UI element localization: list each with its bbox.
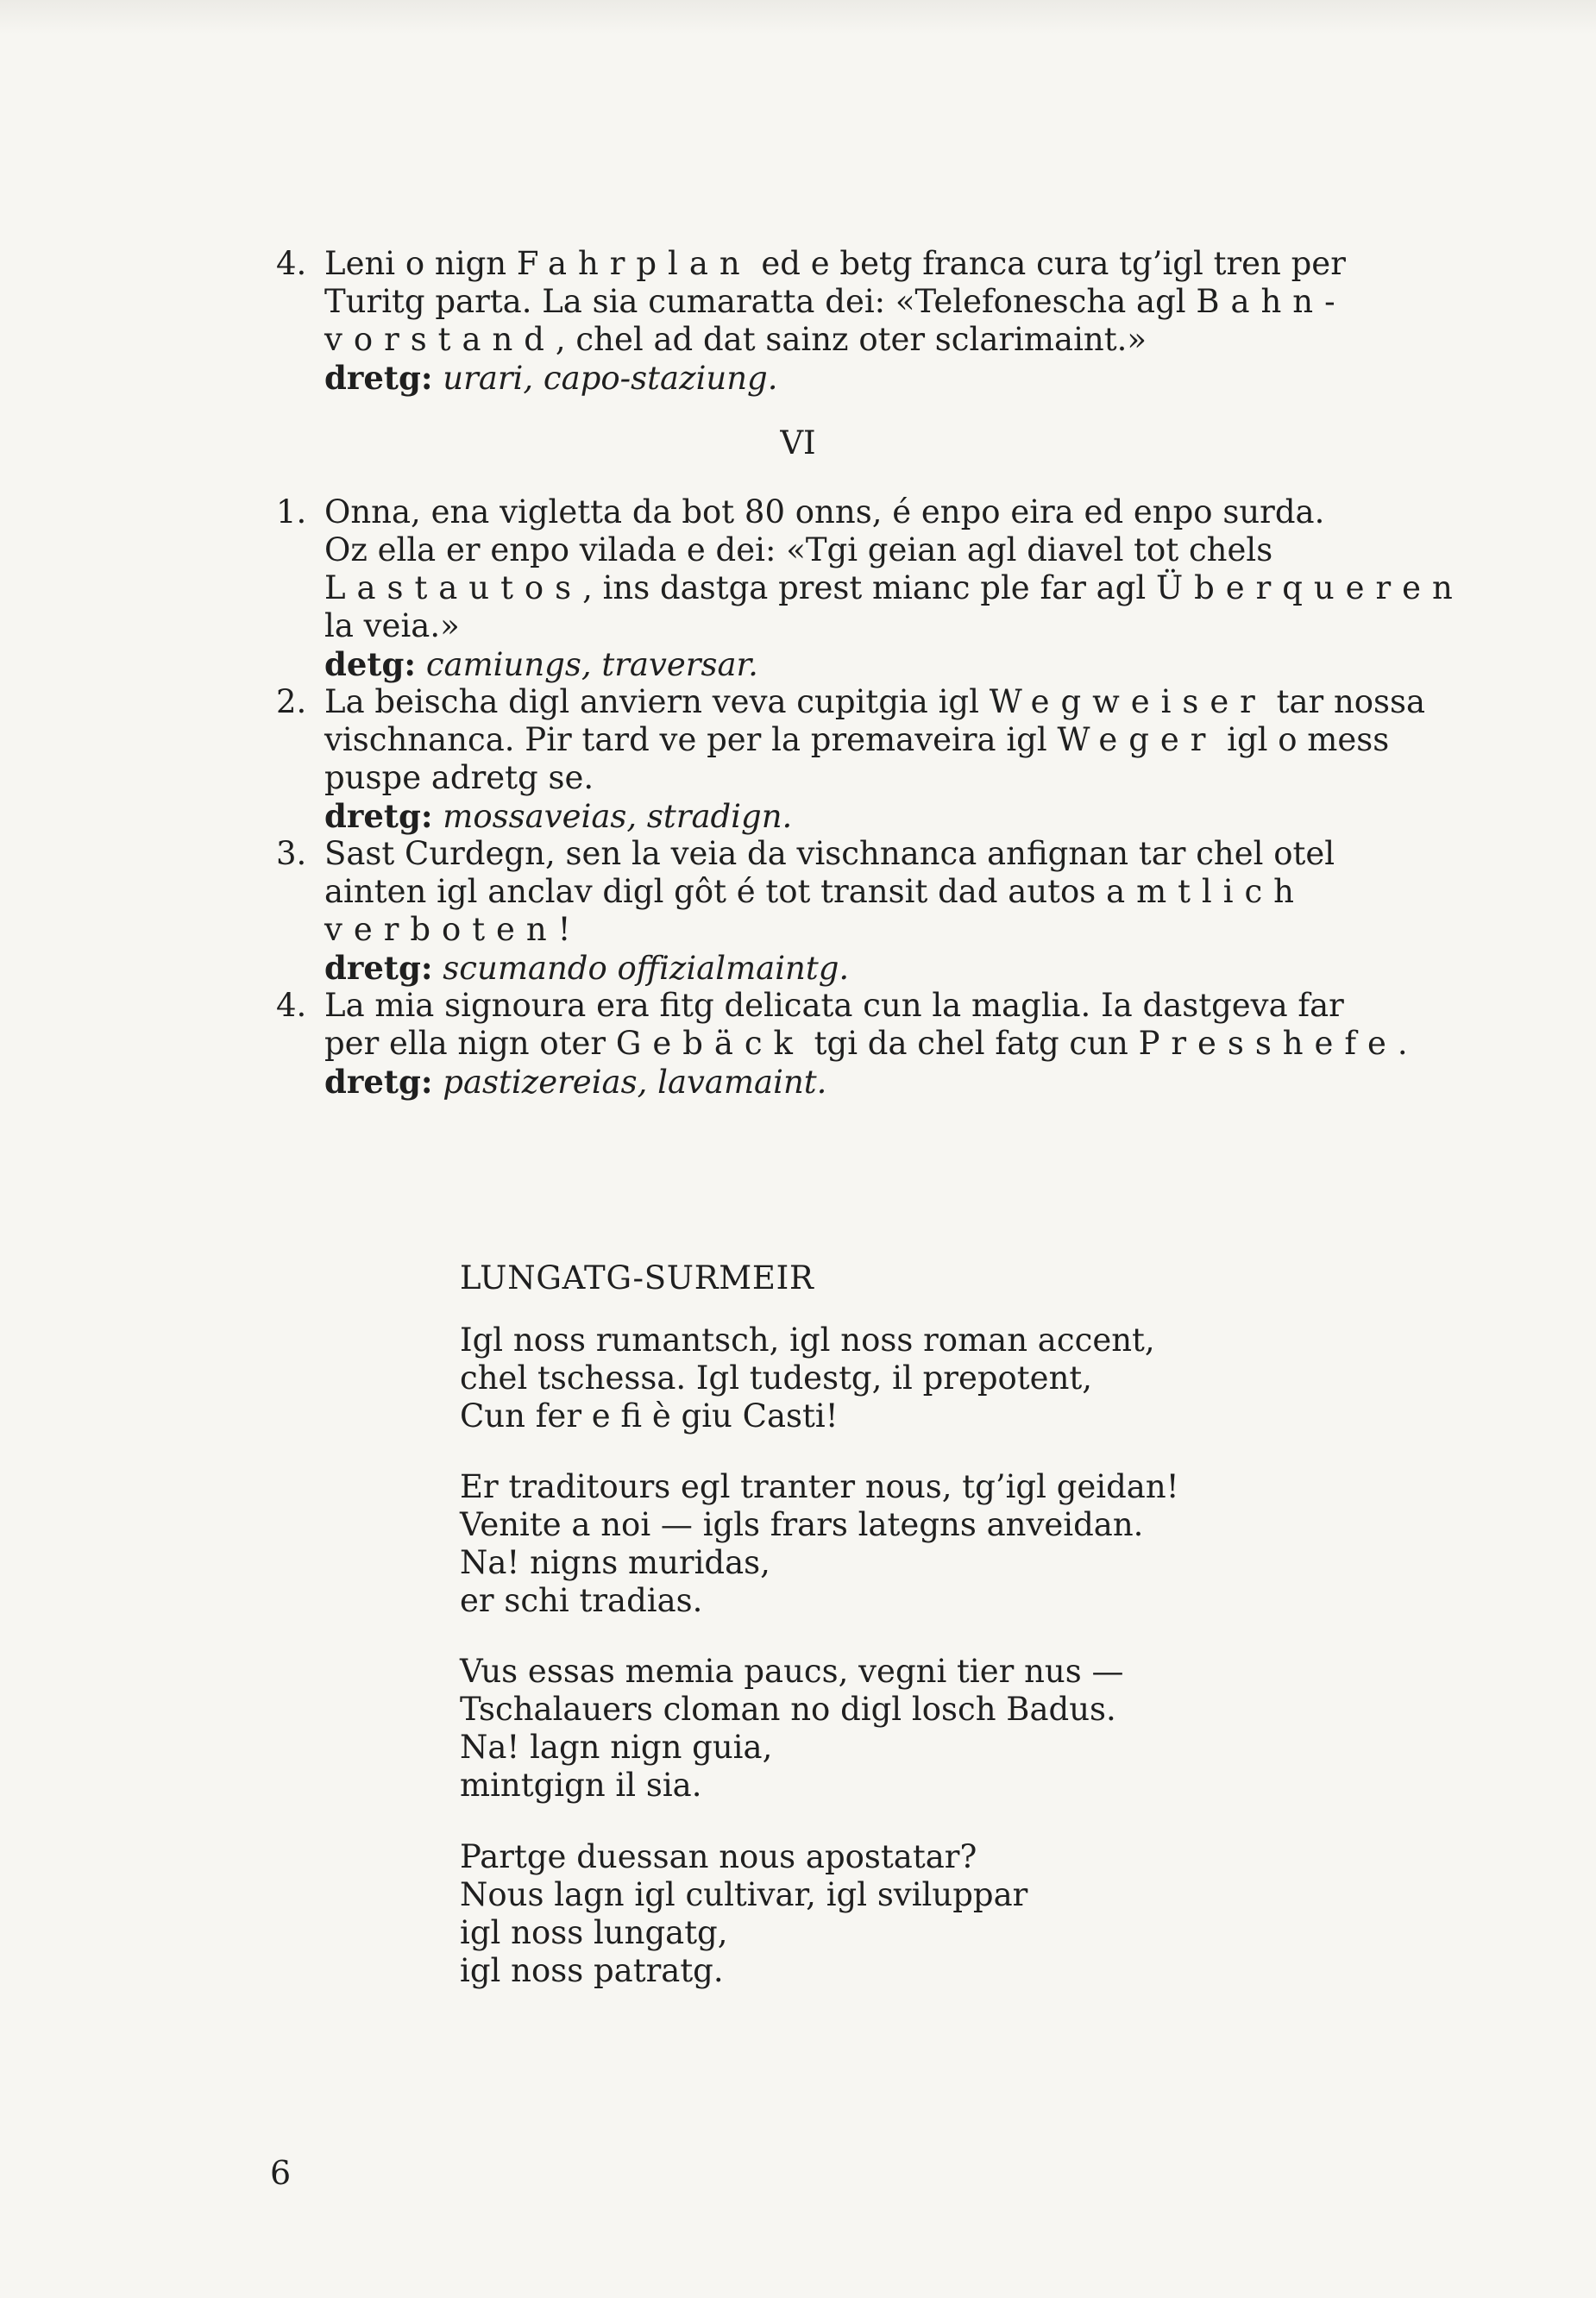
text: tar nossa [1266, 683, 1426, 720]
poem-line: Cun fer e fi è giu Casti! [460, 1397, 839, 1435]
german-word: Lastautos [324, 569, 583, 606]
answer-text: camiungs, traversar. [425, 646, 758, 683]
text: Oz ella er enpo vilada e dei: «Tgi geian agl diavel tot chels [324, 531, 1273, 568]
answer-label: dretg: [324, 359, 433, 397]
item-number: 4. [276, 245, 307, 282]
text: vischnanca. Pir tard ve per la premaveira igl [324, 721, 1058, 758]
poem-line: Vus essas memia paucs, vegni tier nus — [460, 1653, 1124, 1690]
text: ainten igl anclav digl gôt é tot transit dad autos [324, 873, 1107, 910]
answer-text: urari, capo-staziung. [443, 360, 778, 397]
answer-label: dretg: [324, 797, 433, 835]
text: igl o mess [1216, 721, 1390, 758]
german-word: amtlich [1106, 873, 1305, 910]
poem-line: Venite a noi — igls frars lategns anveidan. [460, 1506, 1144, 1543]
item-number: 2. [276, 683, 307, 720]
poem-line: Nous lagn igl cultivar, igl sviluppar [460, 1876, 1028, 1913]
answer-label: detg: [324, 645, 417, 683]
german-word: Presshefe [1138, 1025, 1398, 1062]
text: , chel ad dat sainz oter sclarimaint.» [555, 321, 1147, 358]
item-number: 1. [276, 493, 307, 531]
text: Leni o nign [324, 245, 517, 282]
poem-line: Na! lagn nign guia, [460, 1729, 773, 1766]
poem-line: Na! nigns muridas, [460, 1544, 770, 1581]
poem-line: mintgign il sia. [460, 1767, 702, 1804]
text: per ella nign oter [324, 1025, 616, 1062]
item-number: 4. [276, 987, 307, 1024]
poem-stanza [460, 1838, 1027, 1990]
text: La mia signoura era fitg delicata cun la maglia. Ia dastgeva far [324, 987, 1344, 1024]
poem-stanza [460, 1653, 1124, 1805]
answer-label: dretg: [324, 949, 433, 987]
poem-line: Partge duessan nous apostatar? [460, 1838, 977, 1875]
german-word: verboten! [324, 911, 582, 948]
poem-stanza [460, 1322, 1155, 1435]
answer-text: pastizereias, lavamaint. [443, 1064, 827, 1101]
item-number: 3. [276, 835, 307, 872]
text: . [1397, 1025, 1408, 1062]
answer-label: dretg: [324, 1063, 433, 1101]
german-word: Wegweiser [989, 683, 1266, 720]
text: Turitg parta. La sia cumaratta dei: «Telefonescha agl [324, 283, 1197, 320]
text: La beischa digl anviern veva cupitgia igl [324, 683, 990, 720]
text: puspe adretg se. [324, 759, 594, 796]
poem-line: igl noss lungatg, [460, 1914, 728, 1951]
poem-line: Er traditours egl tranter nous, tg’igl geidan! [460, 1468, 1179, 1505]
text: , ins dastga prest mianc ple far agl [582, 569, 1156, 606]
german-word: Fahrplan [516, 245, 751, 282]
text: la veia.» [324, 607, 460, 644]
poem-line: er schi tradias. [460, 1582, 703, 1619]
page-number: 6 [270, 2154, 292, 2192]
answer-text: scumando offizialmaintg. [443, 950, 850, 987]
answer-text: mossaveias, stradign. [443, 798, 793, 835]
text: tgi da chel fatg cun [803, 1025, 1139, 1062]
poem-line: chel tschessa. Igl tudestg, il prepotent, [460, 1359, 1093, 1397]
german-word: Weger [1057, 721, 1217, 758]
german-word: Gebäck [615, 1025, 804, 1062]
text: ed e betg franca cura tg’igl tren per [751, 245, 1346, 282]
poem-stanza [460, 1468, 1179, 1620]
german-word: vorstand [324, 321, 556, 358]
text: Onna, ena vigletta da bot 80 onns, é enpo eira ed enpo surda. [324, 493, 1325, 531]
section-heading: VI [780, 424, 816, 461]
poem-line: Tschalauers cloman no digl losch Badus. [460, 1691, 1116, 1728]
poem-line: igl noss patratg. [460, 1952, 724, 1989]
poem-title: LUNGATG-SURMEIR [460, 1259, 814, 1297]
german-word: Bahn- [1196, 283, 1347, 320]
text: Sast Curdegn, sen la veia da vischnanca anfignan tar chel otel [324, 835, 1335, 872]
german-word: Überqueren [1156, 569, 1464, 606]
poem-line: Igl noss rumantsch, igl noss roman accent, [460, 1322, 1155, 1359]
